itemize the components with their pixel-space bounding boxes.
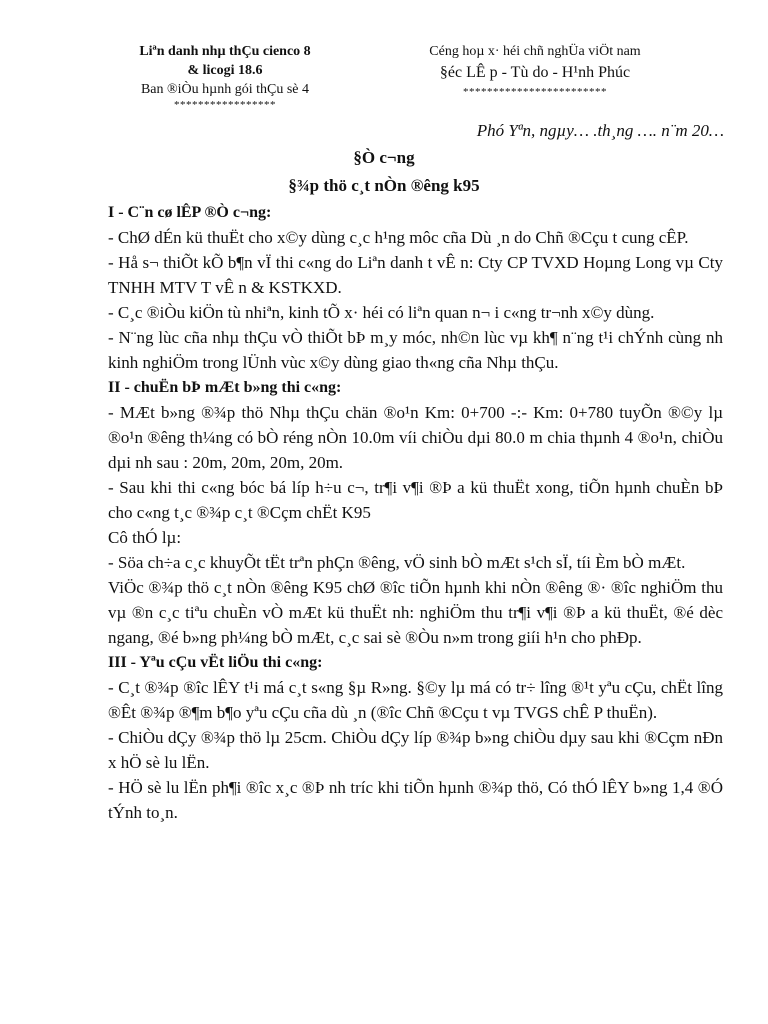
paragraph: - C¸c ®iÒu kiÖn tù nhiªn, kinh tÕ x· héi có liªn quan n¬ i c«ng tr¬nh x©y dùng. [108, 303, 655, 322]
paragraph: - N¨ng lùc cña nhµ thÇu vÒ thiÕt bÞ m¸y móc, nh©n lùc vµ kh¶ n¨ng t¹i chÝnh cùng nh kinh nghiÖm trong lÜnh vùc x©y dùng giao th«ng cña Nhµ thÇu. [108, 328, 723, 372]
paragraph: - C¸t ®¾p ®îc lÊY t¹i má c¸t s«ng §µ R»ng. §©y lµ má có tr÷ lîng ®¹t yªu cÇu, chËt lîng ®Êt ®¾p ®¶m b¶o yªu cÇu cña dù ¸n (®îc Chñ ®Cçu t vµ TVGS chÊ P thuËn). [108, 678, 723, 722]
header-right-stars: ************************ [463, 86, 607, 98]
document-title: §Ò c¬ng [353, 148, 415, 167]
paragraph: - ChØ dÉn kü thuËt cho x©y dùng c¸c h¹ng môc cña Dù ¸n do Chñ ®Cçu t cung cÊP. [108, 228, 689, 247]
header-left-stars: ***************** [174, 99, 276, 111]
management-board: Ban ®iÒu hµnh gói thÇu sè 4 [140, 82, 310, 97]
paragraph: - MÆt b»ng ®¾p thö Nhµ thÇu chän ®o¹n Km: 0+700 -:- Km: 0+780 tuyÕn ®©y lµ ®o¹n ®êng th¼ng có bÒ réng nÒn 10.0m víi chiÒu dµi 80.0 m chia thµnh 4 ®o¹n, chiÒu dµi nh sau : 20m, 20m, 20m, 20m. [108, 403, 723, 472]
paragraph: - Söa ch÷a c¸c khuyÕt tËt trªn phÇn ®êng, vÖ sinh bÒ mÆt s¹ch sÏ, tíi Èm bÒ mÆt. [108, 553, 686, 572]
document-subtitle: §¾p thö c¸t nÒn ®êng k95 [288, 176, 480, 195]
paragraph: - HÖ sè lu lËn ph¶i ®îc x¸c ®Þ nh tríc khi tiÕn hµnh ®¾p thö, Có thÓ lÊY b»ng 1,4 ®Ó tÝnh to¸n. [108, 778, 723, 822]
header-right [395, 42, 675, 99]
contractor-name: Liªn danh nhµ thÇu cienco 8 [139, 44, 311, 59]
paragraph: - Sau khi thi c«ng bóc bá líp h÷u c¬, tr¶i v¶i ®Þ a kü thuËt xong, tiÕn hµnh chuÈn bÞ cho c«ng t¸c ®¾p c¸t ®Cçm chËt K95 [108, 478, 723, 522]
national-title: Céng hoµ x· héi chñ nghÜa viÖt nam [429, 44, 641, 59]
header-left [105, 42, 345, 111]
contractor-partner: & licogi 18.6 [187, 63, 263, 78]
paragraph: - ChiÒu dÇy ®¾p thö lµ 25cm. ChiÒu dÇy líp ®¾p b»ng chiÒu dµy sau khi ®Cçm nÐn x hÖ sè lu lËn. [108, 728, 723, 772]
section-heading: II - chuËn bÞ mÆt b»ng thi c«ng: [108, 379, 342, 396]
document-body [108, 200, 723, 825]
paragraph: - Hå s¬ thiÕt kÕ b¶n vÏ thi c«ng do Liªn danh t vÊ n: Cty CP TVXD Hoµng Long vµ Cty TNHH MTV T vÊ n & KSTKXD. [108, 253, 723, 297]
section-heading: I - C¨n cø lÊP ®Ò c¬ng: [108, 204, 272, 221]
date-line: Phó Yªn, ngµy… .th¸ng …. n¨m 20… [476, 121, 724, 140]
paragraph: Cô thÓ lµ: [108, 528, 182, 547]
paragraph: ViÖc ®¾p thö c¸t nÒn ®êng K95 chØ ®îc tiÕn hµnh khi nÒn ®êng ®· ®îc nghiÖm thu vµ ®n c¸c tiªu chuÈn vÒ mÆt kü thuËt nh: nghiÖm thu tr¶i v¶i ®Þ a kü thuËt, ®é dèc ngang, ®é b»ng ph¼ng bÒ mÆt, c¸c sai sè ®Òu n»m trong giíi h¹n cho phÐp. [108, 578, 723, 647]
national-motto: §éc LÊ p - Tù do - H¹nh Phúc [439, 64, 631, 81]
section-heading: III - Yªu cÇu vËt liÖu thi c«ng: [108, 654, 323, 671]
